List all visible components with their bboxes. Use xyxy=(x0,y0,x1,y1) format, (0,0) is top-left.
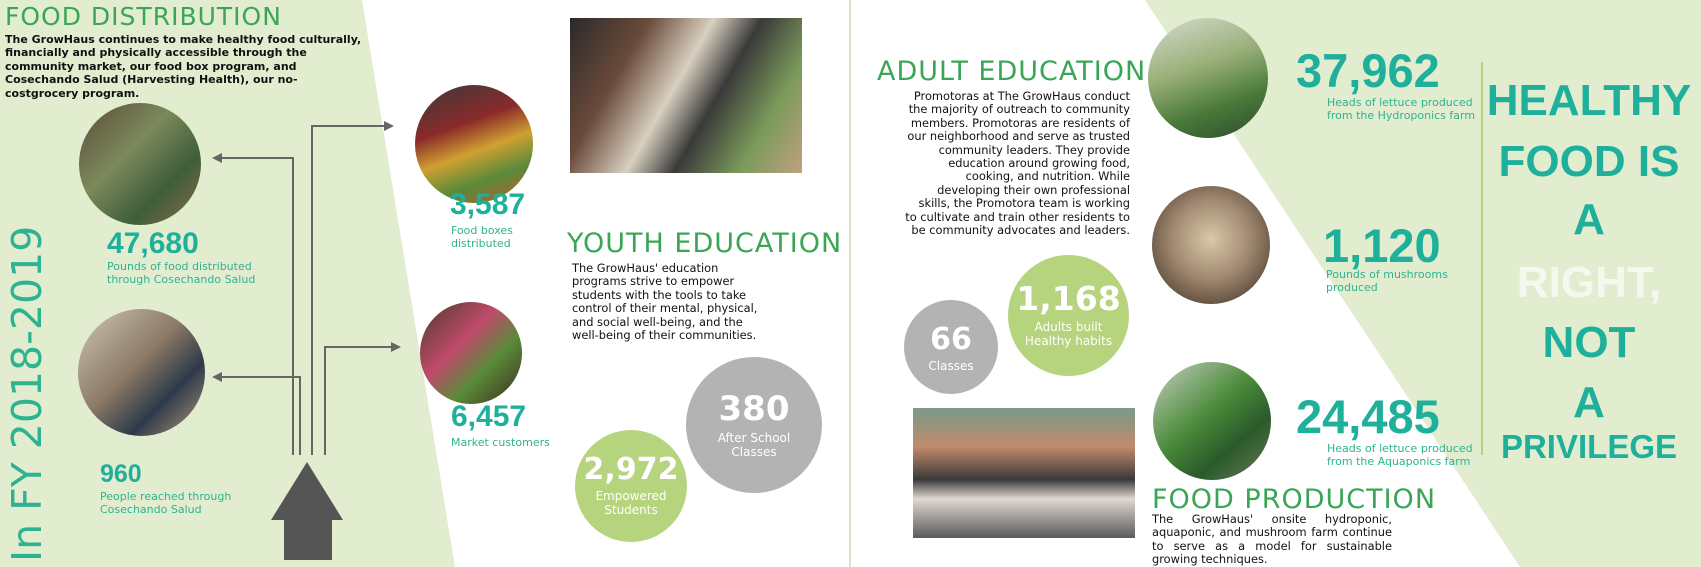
stat-pounds-distributed-label: Pounds of food distributed through Cosechando Salud xyxy=(107,260,256,286)
adult-classes-label: Classes xyxy=(928,359,974,373)
photo-hydroponics-farm xyxy=(1148,18,1268,138)
slogan-line-healthy: HEALTHY xyxy=(1486,76,1692,125)
stat-aquaponics-label: Heads of lettuce produced from the Aquaponics farm xyxy=(1327,442,1473,468)
stat-mushrooms-label: Pounds of mushrooms produced xyxy=(1326,268,1448,294)
empowered-students-number: 2,972 xyxy=(583,452,679,487)
adult-classes-number: 66 xyxy=(930,322,972,357)
food-distribution-title: FOOD DISTRIBUTION xyxy=(5,2,282,31)
food-production-title: FOOD PRODUCTION xyxy=(1152,484,1437,515)
empowered-students-label: Empowered Students xyxy=(595,489,667,517)
slogan-line-not: NOT xyxy=(1542,318,1636,367)
food-distribution-intro: The GrowHaus continues to make healthy food culturally, financially and physically accessible through the community market, our food box program, and Cosechando Salud (Harvesting Health), our no-costgrocery program. xyxy=(5,33,362,100)
stat-people-reached-label: People reached through Cosechando Salud xyxy=(100,490,232,516)
stat-hydroponics-number: 37,962 xyxy=(1296,44,1440,97)
photo-child xyxy=(78,309,205,436)
stat-people-reached-number: 960 xyxy=(100,460,142,488)
stat-hydroponics-label: Heads of lettuce produced from the Hydroponics farm xyxy=(1327,96,1476,122)
slogan-line-food-is: FOOD IS xyxy=(1498,137,1680,186)
slogan-line-a: A xyxy=(1573,195,1605,244)
photo-youth-activity xyxy=(570,18,802,173)
youth-education-body: The GrowHaus' education programs strive to empower students with the tools to take control of their mental, physical, and social well-being, and the well-being of their communities. xyxy=(572,261,758,343)
stat-food-boxes-number: 3,587 xyxy=(450,188,526,221)
adult-education-title: ADULT EDUCATION xyxy=(877,56,1147,87)
slogan-line-privilege: PRIVILEGE xyxy=(1500,428,1678,465)
photo-market-customers xyxy=(420,302,522,404)
bubble-empowered-students xyxy=(575,430,687,542)
slogan-line-a-2: A xyxy=(1573,378,1605,427)
adults-healthy-habits-label: Adults built Healthy habits xyxy=(1024,320,1113,348)
adults-healthy-habits-number: 1,168 xyxy=(1016,279,1121,318)
up-arrow-base xyxy=(284,520,332,560)
after-school-classes-number: 380 xyxy=(718,389,790,429)
photo-mushrooms xyxy=(1152,186,1270,304)
stat-market-customers-label: Market customers xyxy=(451,436,550,449)
photo-adult-graduates xyxy=(913,408,1135,538)
stat-pounds-distributed-number: 47,680 xyxy=(107,227,199,260)
bubble-adults-healthy-habits xyxy=(1008,255,1129,376)
stat-market-customers-number: 6,457 xyxy=(451,400,527,433)
fiscal-year-vertical-label: In FY 2018-2019 xyxy=(3,225,51,562)
food-production-body: The GrowHaus' onsite hydroponic, aquaponic, and mushroom farm continue to serve as a model for sustainable growing techniques. xyxy=(1152,512,1392,567)
stat-aquaponics-number: 24,485 xyxy=(1296,390,1440,443)
photo-market-shoppers xyxy=(79,103,201,225)
stat-mushrooms-number: 1,120 xyxy=(1323,219,1441,272)
youth-education-title: YOUTH EDUCATION xyxy=(567,228,843,259)
adult-education-body: Promotoras at The GrowHaus conduct the majority of outreach to community members. Promotoras are residents of our neighborhood and serve as trusted community leaders. They provide education around growing food, cooking, and nutrition. While developing their own professional skills, the Promotora team is working to cultivate and train other residents to be community advocates and leaders. xyxy=(905,89,1130,238)
stat-food-boxes-label: Food boxes distributed xyxy=(451,224,513,250)
bubble-after-school-classes xyxy=(686,357,822,493)
slogan-line-right: RIGHT, xyxy=(1516,258,1662,307)
after-school-classes-label: After School Classes xyxy=(717,431,791,459)
photo-produce-stand xyxy=(415,85,533,203)
bubble-adult-classes xyxy=(904,300,998,394)
photo-aquaponics-farm xyxy=(1153,362,1271,480)
